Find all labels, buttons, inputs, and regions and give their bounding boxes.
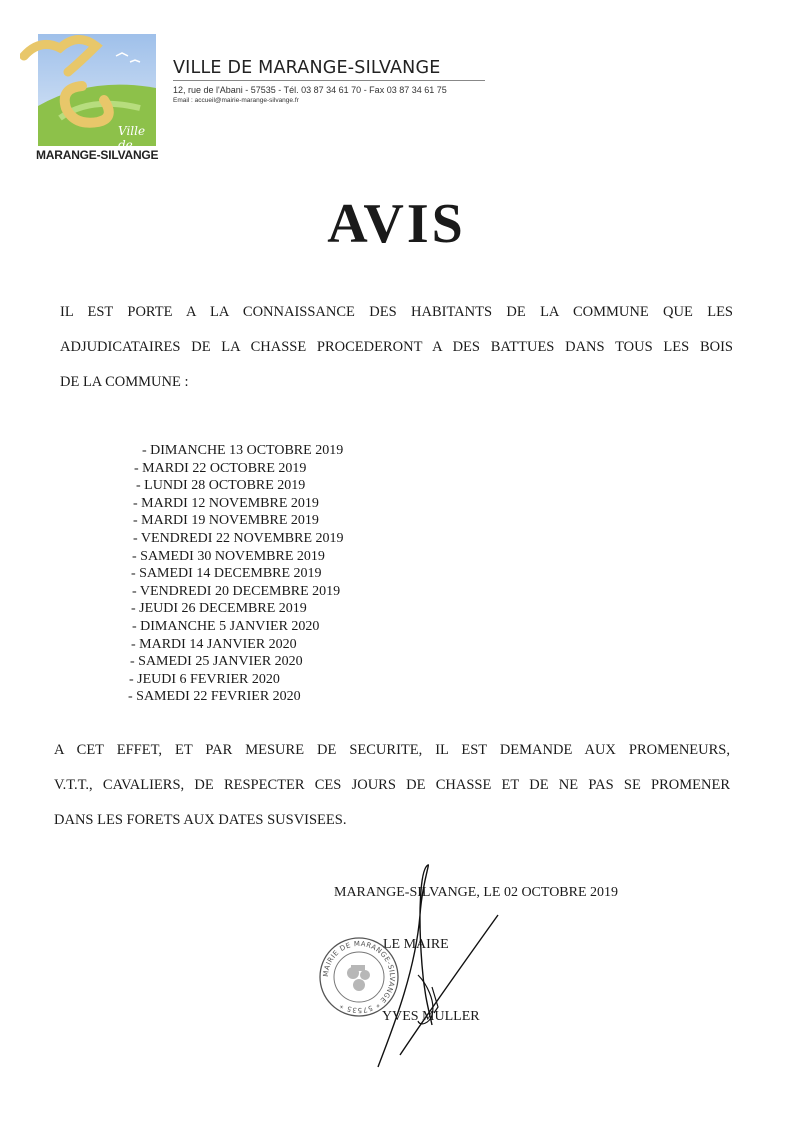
list-item: - DIMANCHE 5 JANVIER 2020 [132, 618, 320, 634]
list-item: - VENDREDI 22 NOVEMBRE 2019 [133, 530, 344, 546]
stamp-text: MAIRIE DE MARANGE-SILVANGE * 57535 * [321, 939, 397, 1015]
logo-script-text: Ville de [118, 124, 146, 152]
warning-line: V.T.T., CAVALIERS, DE RESPECTER CES JOURS DE CHASSE ET DE NE PAS SE PROMENER [54, 777, 730, 793]
intro-line: ADJUDICATAIRES DE LA CHASSE PROCEDERONT A DES BATTUES DANS TOUS LES BOIS [60, 339, 733, 355]
mayor-title: LE MAIRE [383, 937, 449, 952]
list-item: - LUNDI 28 OCTOBRE 2019 [136, 478, 306, 494]
list-item: - SAMEDI 30 NOVEMBRE 2019 [132, 548, 325, 564]
signature [360, 855, 510, 1080]
list-item: - JEUDI 26 DECEMBRE 2019 [131, 601, 307, 617]
list-item: - MARDI 19 NOVEMBRE 2019 [133, 513, 319, 529]
intro-paragraph [60, 295, 733, 400]
header-divider [173, 80, 485, 81]
org-contact: 12, rue de l'Abani - 57535 - Tél. 03 87 34 61 70 - Fax 03 87 34 61 75 [173, 85, 447, 95]
intro-line: IL EST PORTE A LA CONNAISSANCE DES HABITANTS DE LA COMMUNE QUE LES [60, 304, 733, 320]
mayor-name: YVES MULLER [382, 1009, 480, 1024]
list-item: - SAMEDI 22 FEVRIER 2020 [128, 689, 301, 705]
list-item: - MARDI 12 NOVEMBRE 2019 [133, 495, 319, 511]
list-item: - MARDI 22 OCTOBRE 2019 [134, 460, 307, 476]
list-item: - VENDREDI 20 DECEMBRE 2019 [132, 583, 341, 599]
warning-line: A CET EFFET, ET PAR MESURE DE SECURITE, IL EST DEMANDE AUX PROMENEURS, [54, 742, 730, 758]
org-name: VILLE DE MARANGE-SILVANGE [173, 58, 441, 78]
town-logo [20, 26, 160, 166]
list-item: - JEUDI 6 FEVRIER 2020 [129, 671, 280, 687]
warning-line: DANS LES FORETS AUX DATES SUSVISEES. [54, 812, 347, 828]
list-item: - MARDI 14 JANVIER 2020 [131, 636, 297, 652]
place-and-date: MARANGE-SILVANGE, LE 02 OCTOBRE 2019 [334, 885, 619, 900]
list-item: - DIMANCHE 13 OCTOBRE 2019 [142, 443, 344, 458]
hunt-dates-list [128, 442, 428, 706]
list-item: - SAMEDI 25 JANVIER 2020 [130, 654, 303, 670]
signature-graphic [360, 855, 510, 1075]
logo-caption: MARANGE-SILVANGE [36, 148, 159, 162]
warning-paragraph [54, 733, 730, 838]
page-title: AVIS [327, 193, 466, 255]
letterhead [173, 58, 503, 105]
list-item: - SAMEDI 14 DECEMBRE 2019 [131, 566, 322, 582]
org-email: Email : accueil@mairie-marange-silvange.fr [173, 97, 299, 104]
intro-line: DE LA COMMUNE : [60, 374, 189, 390]
